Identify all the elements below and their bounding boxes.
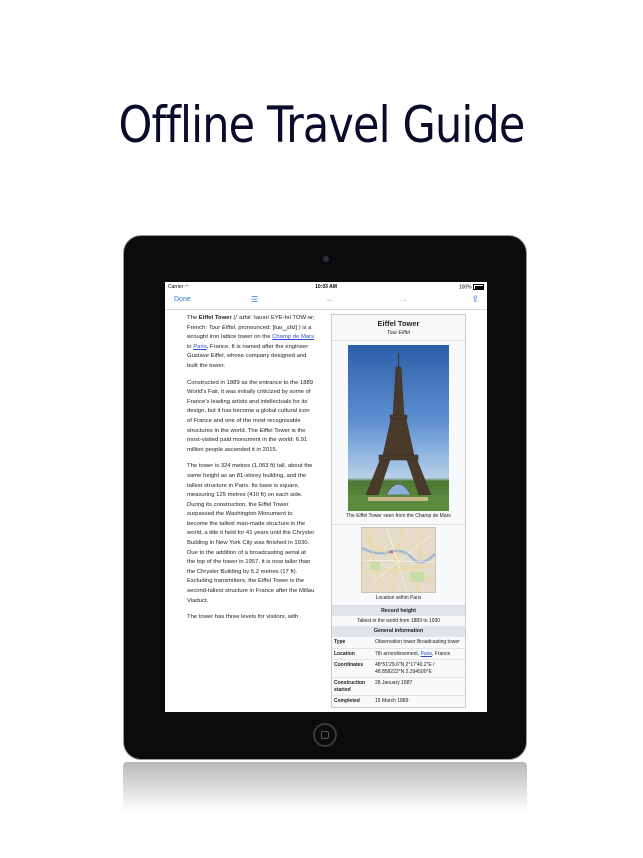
infobox-row-location: Location 7th arrondissement, Paris, France [332,648,465,660]
home-button[interactable] [313,723,337,747]
battery-indicator: 100% [459,284,484,290]
general-info-header: General information [332,626,465,636]
status-bar [165,282,487,291]
article-subject: Eiffel Tower [198,315,232,321]
done-button[interactable]: Done [174,296,191,303]
eiffel-tower-illustration [348,345,449,511]
screen [165,282,487,712]
back-arrow-icon[interactable]: ← [325,294,335,305]
infobox-subtitle: Tour Eiffel [332,328,465,341]
infobox-row-construction: Construction started 28 January 1887 [332,677,465,695]
map-illustration [362,528,435,592]
forward-arrow-icon[interactable]: → [398,294,408,305]
article-paragraph-1: The Eiffel Tower (/ˈaɪfəl ˈtaʊər/ EYE-fəl TOW-ər; French: Tour Eiffel, pronounced: [tuʁ‿ɛfɛl] ) is a wrought iron lattice tower on the Champ de Mars in Paris, France. It is named after the engineer Gustave Eiffel, whose company designed and built the tower. [187,315,315,369]
location-map[interactable] [361,527,436,593]
infobox-row-completed: Completed 15 March 1889 [332,695,465,707]
article-paragraph-4: The tower has three levels for visitors, with [187,614,299,621]
share-icon[interactable]: ⇪ [471,294,479,304]
clock: 10:03 AM [315,284,337,290]
infobox [331,314,466,708]
article-paragraph-2: Constructed in 1889 as the entrance to the 1889 World's Fair, it was initially criticized by some of France's leading artists and intellectuals for its design, but it has become a global cultural icon of France and one of the most recognisable structures in the world. The Eiffel Tower is the most-visited paid monument in the world; 6.91 million people ascended it in 2015. [187,379,314,453]
infobox-row-type: Type Observation tower Broadcasting tower [332,636,465,648]
wifi-icon: ◠ [184,284,190,290]
device-reflection [123,762,527,812]
link-paris[interactable]: Paris [193,343,207,350]
photo-caption: The Eiffel Tower seen from the Champ de Mars [332,511,465,525]
link-paris-infobox[interactable]: Paris [420,650,432,657]
battery-icon [473,284,484,290]
infobox-row-coordinates: Coordinates 48°51′29.6″N 2°17′40.2″E / 48.858222°N 2.294500°E [332,659,465,677]
ipad-device [123,235,527,760]
article-paragraph-3: The tower is 324 metres (1,063 ft) tall, about the same height as an 81-storey building, and the tallest structure in Paris. Its base is square, measuring 125 metres (410 ft) on each side. During its construction, the Eiffel Tower surpassed the Washington Monument to become the tallest man-made structure in the world, a title it held for 41 years until the Chrysler Building in New York City was finished in 1930. Due to the addition of a broadcasting aerial at the top of the tower in 1957, it is now taller than the Chrysler Building by 5.2 metres (17 ft). Excluding transmitters, the Eiffel Tower is the second-tallest structure in France after the Millau Viaduct. [187,463,315,604]
toolbar [165,291,487,310]
camera-icon [323,256,329,262]
map-caption: Location within Paris [332,593,465,607]
article-body [187,314,315,630]
svg-text:✕: ✕ [389,549,395,556]
link-champ-de-mars[interactable]: Champ de Mars [272,334,315,341]
record-height-text: Tallest in the world from 1889 to 1930 [356,618,441,624]
headline: Offline Travel Guide [118,96,525,154]
record-height-header: Record height [332,606,465,616]
infobox-title: Eiffel Tower [377,319,420,328]
eiffel-tower-photo[interactable] [348,345,449,511]
carrier-label: Carrier ◠ [168,284,190,290]
list-icon[interactable]: ☰ [251,295,259,304]
